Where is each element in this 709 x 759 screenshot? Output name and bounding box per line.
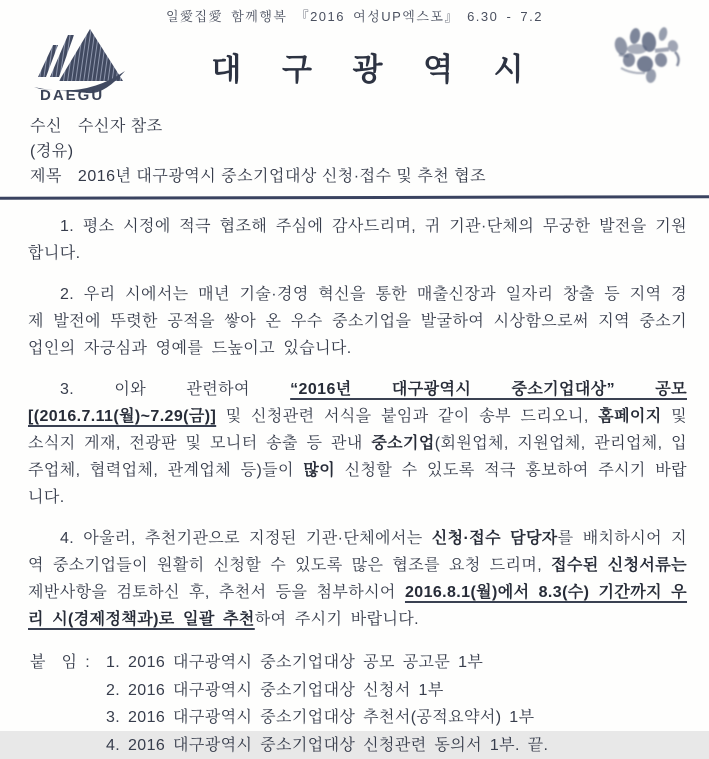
daegu-mountain-icon — [26, 25, 138, 103]
paragraph-text: 제반사항을 검토하신 후, 추천서 등을 첨부하시어 — [28, 584, 405, 601]
paragraph-text: 및 소식지 게재, 전광판 및 모니터 송출 등 관내 — [28, 408, 687, 452]
paragraph-text: 2. 우리 시에서는 매년 기술·경영 혁신을 통한 매출신장과 일자리 창출 등 지역 경제 발전에 뚜렷한 공적을 쌓아 온 우수 중소기업을 발굴하여 시상함으로써 지역 중소기업인의 자긍심과 영예를 드높이고 있습니다. — [28, 286, 687, 357]
document-title: 대 구 광 역 시 — [144, 44, 591, 89]
recipient-label: 수신 — [30, 114, 62, 139]
official-stamp — [591, 16, 703, 108]
subject-divider — [0, 195, 709, 199]
daegu-logo — [26, 25, 144, 108]
attachment-item: 1. 2016 대구광역시 중소기업대상 공모 공고문 1부 — [106, 649, 687, 677]
daegu-logo-text: DAEGU — [40, 87, 104, 104]
emphasized-text: 접수된 신청서류는 — [551, 557, 687, 574]
subject-label: 제목 — [30, 164, 62, 189]
paragraph-text: 신청할 수 있도록 적극 홍보하여 주시기 바랍니다. — [28, 462, 687, 506]
document-meta — [0, 108, 709, 189]
body-paragraph — [28, 376, 687, 511]
paragraph-text: 4. 아울러, 추천기관으로 지정된 기관·단체에서는 — [60, 530, 432, 547]
emphasized-text: 많이 — [303, 462, 335, 479]
body-paragraph — [28, 281, 687, 362]
attachment-item: 2. 2016 대구광역시 중소기업대상 신청서 1부 — [106, 677, 687, 705]
attachments-section — [0, 647, 709, 759]
paragraph-text: (회원업체, 지원업체, 관리업체, 입주업체, 협력업체, 관계업체 등)들이 — [28, 435, 687, 479]
subject-line — [30, 164, 679, 189]
attachments-label: 붙 임 : — [30, 649, 106, 759]
recipient-line — [30, 114, 679, 139]
emphasized-underlined-text: “2016년 대구광역시 중소기업대상” 공모 [(2016.7.11(월)~7.29(금)] — [28, 381, 687, 425]
header-slogan: 일愛집愛 함께행복 『2016 여성UP엑스포』 6.30 - 7.2 — [0, 0, 709, 24]
via-line: (경유) — [30, 139, 679, 164]
paragraph-text: 및 신청관련 서식을 붙임과 같이 송부 드리오니, — [216, 408, 598, 425]
document-body — [0, 213, 709, 633]
subject-value: 2016년 대구광역시 중소기업대상 신청·접수 및 추천 협조 — [78, 168, 486, 185]
body-paragraph — [28, 213, 687, 267]
paragraph-text: 1. 평소 시정에 적극 협조해 주심에 감사드리며, 귀 기관·단체의 무궁한 발전을 기원합니다. — [28, 218, 687, 262]
attachment-item: 4. 2016 대구광역시 중소기업대상 신청관련 동의서 1부. 끝. — [106, 732, 687, 759]
body-paragraph — [28, 525, 687, 633]
paragraph-text: 를 배치하시어 지역 중소기업들이 원활히 신청할 수 있도록 많은 협조를 요청 드리며, — [28, 530, 687, 574]
emphasized-text: 신청·접수 담당자 — [432, 530, 558, 547]
recipient-value: 수신자 참조 — [78, 118, 163, 135]
emphasized-underlined-text: 2016.8.1(월)에서 8.3(수) 기간까지 우리 시(경제정책과)로 일괄 추천 — [28, 584, 687, 628]
emphasized-text: 홈페이지 — [598, 408, 661, 425]
attachments-list — [106, 649, 687, 759]
emphasized-text: 중소기업 — [371, 435, 434, 452]
official-stamp-icon — [591, 16, 703, 108]
paragraph-text: 3. 이와 관련하여 — [60, 381, 290, 398]
letterhead — [0, 24, 709, 108]
attachment-item: 3. 2016 대구광역시 중소기업대상 추천서(공적요약서) 1부 — [106, 704, 687, 732]
paragraph-text: 하여 주시기 바랍니다. — [255, 611, 419, 628]
